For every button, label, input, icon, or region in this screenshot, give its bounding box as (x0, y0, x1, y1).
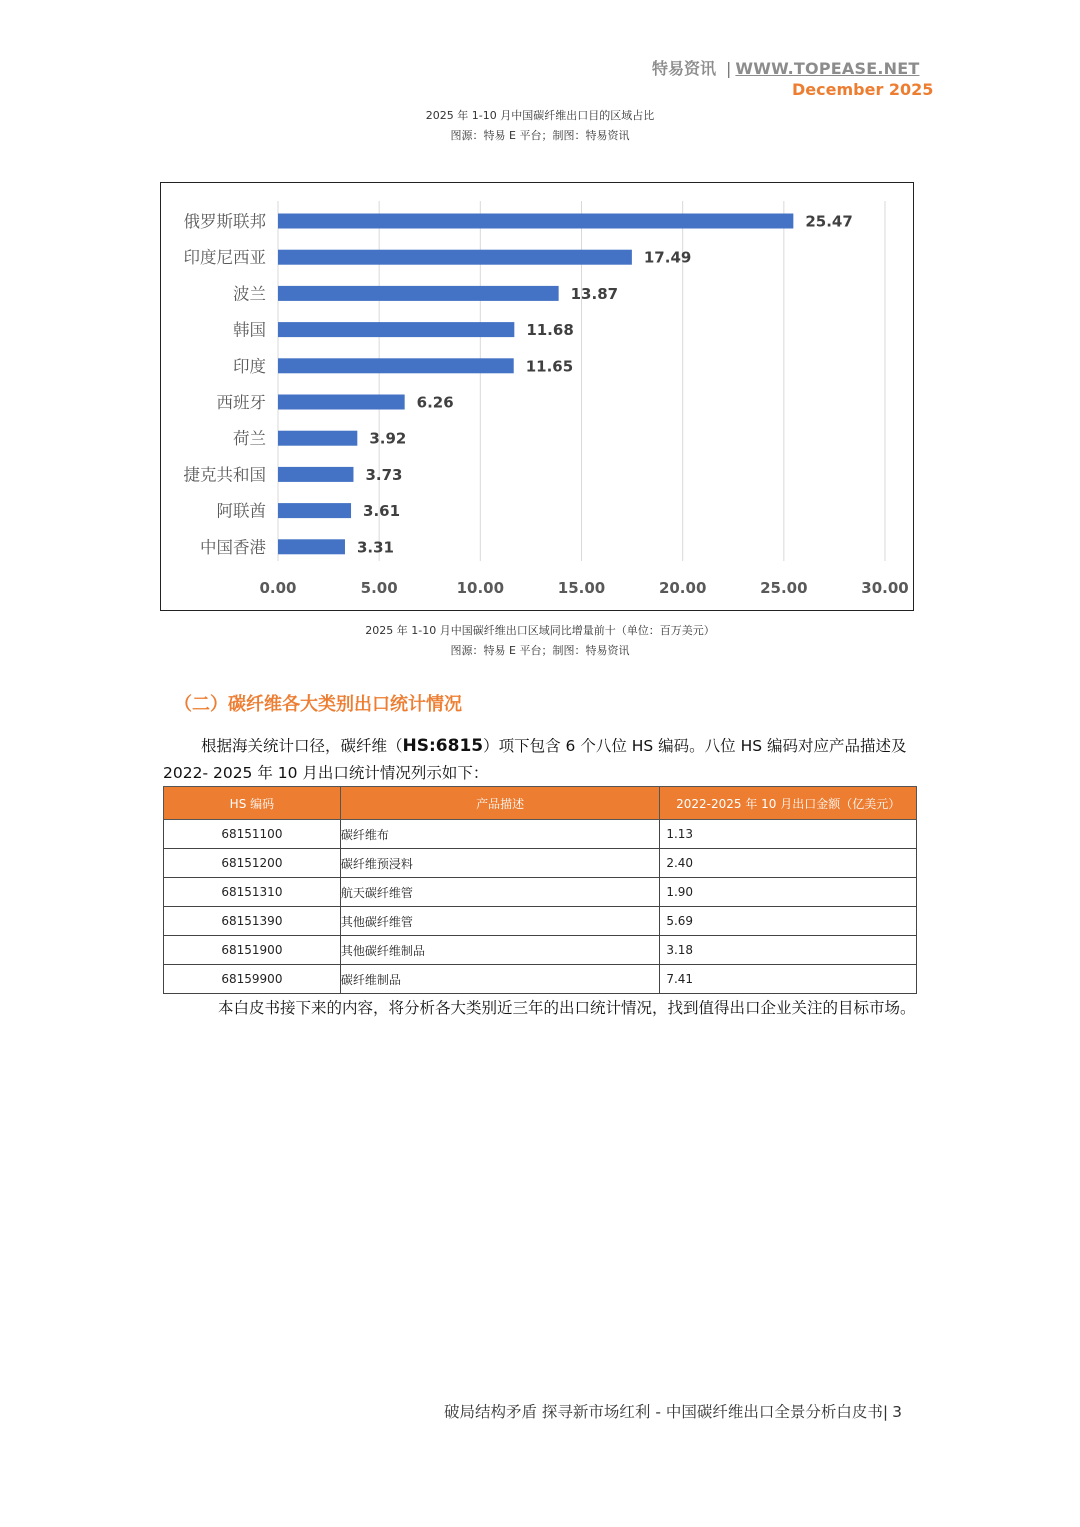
hs-code-table (163, 786, 917, 994)
caption-top-line1: 2025 年 1-10 月中国碳纤维出口目的区域占比 (425, 109, 655, 122)
category-label: 西班牙 (216, 393, 266, 412)
category-label: 阿联酋 (216, 501, 266, 521)
bar-chart-svg (161, 183, 915, 612)
data-label: 11.65 (525, 357, 574, 376)
cell-code: 68151310 (164, 878, 341, 907)
data-label: 3.31 (356, 538, 394, 557)
cell-desc: 其他碳纤维制品 (340, 936, 660, 965)
para-part1: 根据海关统计口径，碳纤维（ (201, 737, 403, 755)
cell-value: 7.41 (660, 965, 917, 994)
category-label: 中国香港 (200, 537, 266, 557)
cell-code: 68151100 (164, 820, 341, 849)
cell-desc: 航天碳纤维管 (340, 878, 660, 907)
data-label: 25.47 (805, 212, 853, 231)
report-date: December 2025 (792, 80, 934, 99)
data-label: 3.61 (363, 502, 401, 521)
brand-header (652, 56, 919, 79)
bar (278, 431, 357, 446)
header-separator: | (726, 59, 732, 78)
category-label: 韩国 (233, 320, 266, 340)
chart-caption-top (0, 106, 1080, 146)
cell-desc: 碳纤维预浸料 (340, 849, 660, 878)
bar (278, 395, 405, 410)
data-label: 11.68 (526, 321, 574, 340)
cell-desc: 碳纤维制品 (340, 965, 660, 994)
header-hs-code: HS 编码 (164, 787, 341, 820)
bar (278, 250, 632, 265)
intro-paragraph (163, 733, 919, 787)
section-title: （二）碳纤维各大类别出口统计情况 (174, 694, 462, 715)
caption-bottom-line1: 2025 年 1-10 月中国碳纤维出口区域同比增量前十（单位：百万美元） (365, 624, 715, 637)
x-tick-label: 5.00 (360, 579, 398, 597)
data-label: 3.92 (369, 429, 407, 448)
cell-code: 68151200 (164, 849, 341, 878)
bar (278, 539, 345, 554)
bar (278, 503, 351, 518)
x-tick-label: 20.00 (658, 579, 707, 597)
page-footer (444, 1400, 902, 1422)
cell-code: 68151390 (164, 907, 341, 936)
category-label: 荷兰 (233, 429, 266, 449)
page-number: 3 (892, 1403, 902, 1421)
para-part2: ）项下包含 6 个八位 HS 编码。八位 HS 编码对应产品描述及 2022- 2025 年 10 月出口统计情况列示如下： (163, 737, 907, 782)
category-label: 捷克共和国 (183, 465, 266, 485)
brand-name: 特易资讯 (652, 59, 717, 78)
cell-value: 5.69 (660, 907, 917, 936)
table-row (164, 965, 917, 994)
cell-value: 3.18 (660, 936, 917, 965)
x-tick-label: 25.00 (760, 579, 808, 597)
cell-value: 1.13 (660, 820, 917, 849)
cell-desc: 碳纤维布 (340, 820, 660, 849)
table-header-row (164, 787, 917, 820)
bar (278, 214, 793, 229)
table-row (164, 936, 917, 965)
data-label: 6.26 (416, 393, 454, 412)
chart-caption-bottom (0, 621, 1080, 661)
header-product-desc: 产品描述 (340, 787, 660, 820)
x-tick-label: 30.00 (861, 579, 909, 597)
bar (278, 358, 514, 373)
para-hs-code: HS:6815 (402, 736, 484, 756)
bar (278, 286, 559, 301)
category-label: 波兰 (233, 284, 266, 304)
caption-bottom-line2: 图源：特易 E 平台；制图：特易资讯 (450, 644, 630, 657)
bar (278, 322, 514, 337)
bar (278, 467, 353, 482)
table-row (164, 820, 917, 849)
table-row (164, 849, 917, 878)
website-link[interactable]: WWW.TOPEASE.NET (735, 59, 920, 78)
closing-paragraph: 本白皮书接下来的内容，将分析各大类别近三年的出口统计情况，找到值得出口企业关注的目标市场。 (218, 999, 916, 1017)
cell-code: 68159900 (164, 965, 341, 994)
category-label: 印度尼西亚 (183, 248, 266, 268)
x-tick-label: 0.00 (259, 579, 297, 597)
category-label: 印度 (233, 356, 266, 376)
footer-title: 破局结构矛盾 探寻新市场红利 - 中国碳纤维出口全景分析白皮书| (444, 1403, 889, 1421)
x-tick-label: 10.00 (456, 579, 505, 597)
cell-value: 2.40 (660, 849, 917, 878)
table-row (164, 907, 917, 936)
cell-desc: 其他碳纤维管 (340, 907, 660, 936)
data-label: 3.73 (365, 465, 403, 484)
data-label: 17.49 (643, 248, 692, 267)
cell-value: 1.90 (660, 878, 917, 907)
data-label: 13.87 (570, 284, 619, 303)
cell-code: 68151900 (164, 936, 341, 965)
header-export-value: 2022-2025 年 10 月出口金额（亿美元） (660, 787, 917, 820)
category-label: 俄罗斯联邦 (183, 212, 266, 231)
bar-chart (160, 182, 914, 611)
caption-top-line2: 图源：特易 E 平台；制图：特易资讯 (450, 129, 630, 142)
table-row (164, 878, 917, 907)
x-tick-label: 15.00 (557, 579, 606, 597)
